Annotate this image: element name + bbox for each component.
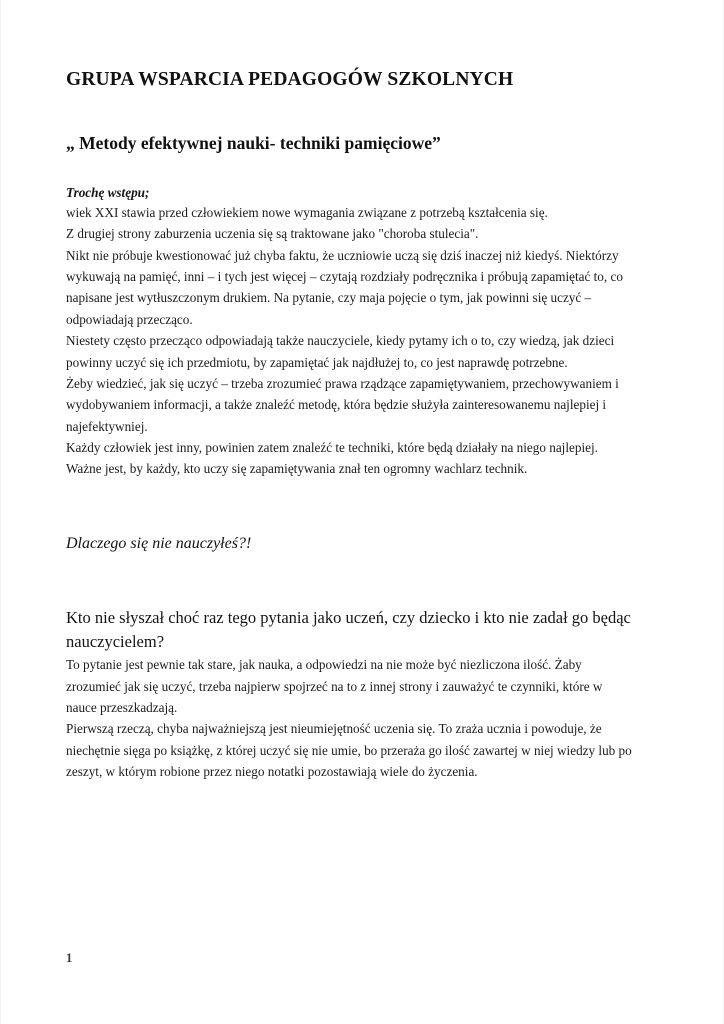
page-title: GRUPA WSPARCIA PEDAGOGÓW SZKOLNYCH: [66, 69, 514, 90]
paragraph-intro-2: Z drugiej strony zaburzenia uczenia się są traktowane jako "choroba stulecia".: [66, 226, 479, 242]
paragraph-body-6: Pierwszą rzeczą, chyba najważniejszą jest nieumiejętność uczenia się. To zraża ucznia i powoduje, że niechętnie sięga po książkę, z której uczyć się nie umie, bo przeraża go ilość zawartej w niej wiedzy lub po zeszyt, w którym robione przez niego notatki pozostawiają wiele do życzenia.: [66, 721, 632, 780]
page-number: 1: [66, 951, 73, 965]
paragraph-body-1: Nikt nie próbuje kwestionować już chyba faktu, że uczniowie uczą się dziś inaczej niż kiedyś. Niektórzy wykuwają na pamięć, inni – i tych jest więcej – czytają rozdziały podręcznika i próbują zapamiętać to, co napisane jest wytłuszczonym drukiem. Na pytanie, czy maja pojęcie o tym, jak powinni się uczyć – odpowiadają przecząco.: [66, 247, 623, 327]
paragraph-body-2: Niestety często przecząco odpowiadają także nauczyciele, kiedy pytamy ich o to, czy wiedzą, jak dzieci powinny uczyć się ich przedmiotu, by zapamiętać jak najdłużej to, co jest naprawdę potrzebne.: [66, 333, 615, 370]
paragraph-intro-1: wiek XXI stawia przed człowiekiem nowe wymagania związane z potrzebą kształcenia się.: [66, 204, 548, 220]
paragraph-body-3: Żeby wiedzieć, jak się uczyć – trzeba zrozumieć prawa rządzące zapamiętywaniem, przechowywaniem i wydobywaniem informacji, a także znaleźć metodę, która będzie służyła zainteresowanemu najlepiej i najefektywniej.: [66, 375, 619, 434]
section-heading-italic: Dlaczego się nie nauczyłeś?!: [66, 534, 252, 552]
paragraph-body-5: To pytanie jest pewnie tak stare, jak nauka, a odpowiedzi na nie może być niezliczona ilość. Żaby zrozumieć jak się uczyć, trzeba najpierw spojrzeć na to z innej strony i zauważyć te czynniki, które w nauce przeszkadzają.: [66, 657, 603, 715]
lead-label: Trochę wstępu;: [66, 185, 150, 201]
paragraph-body-4: Każdy człowiek jest inny, powinien zatem znaleźć te techniki, które będą działały na niego najlepiej. Ważne jest, by każdy, kto uczy się zapamiętywania znał ten ogromny wachlarz technik.: [66, 440, 598, 477]
document-subtitle: „ Metody efektywnej nauki- techniki pamięciowe”: [66, 133, 441, 154]
section-heading-question: Kto nie słyszał choć raz tego pytania jako uczeń, czy dziecko i kto nie zadał go będąc nauczycielem?: [66, 608, 631, 652]
